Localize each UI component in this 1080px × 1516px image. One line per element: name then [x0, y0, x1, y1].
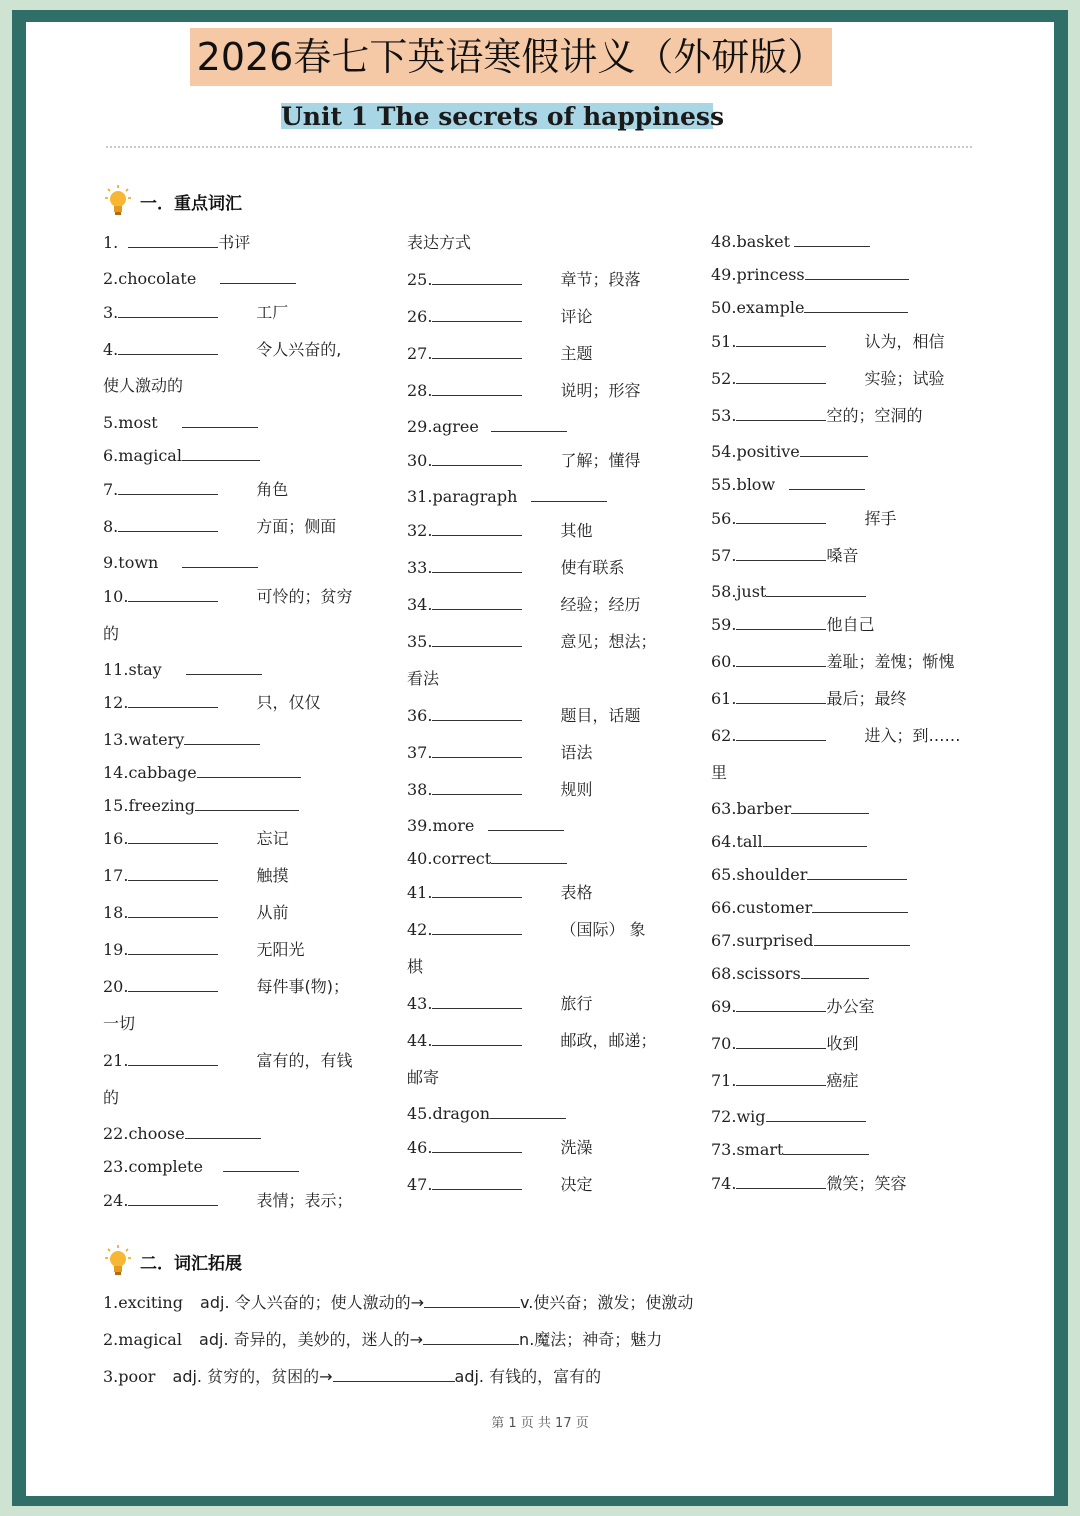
answer-blank[interactable] — [184, 730, 260, 745]
answer-blank[interactable] — [128, 233, 218, 248]
vocab-item-6: 6.magical — [103, 446, 260, 466]
vocab-item-59: 59. 他自己 — [711, 615, 875, 634]
vocab-item-9: 9.town — [103, 553, 258, 573]
expansion-item-3: 3.poor adj. 贫穷的，贫困的→ adj. 有钱的，富有的 — [103, 1367, 602, 1386]
answer-blank[interactable] — [432, 632, 522, 647]
vocab-item-4: 4. 令人兴奋的, — [103, 340, 342, 359]
vocab-item-33: 33. 使有联系 — [407, 558, 625, 577]
answer-blank[interactable] — [783, 1140, 869, 1155]
answer-blank[interactable] — [182, 446, 260, 461]
vocab-item-63: 63.barber — [711, 799, 869, 819]
vocab-item-15: 15.freezing — [103, 796, 299, 816]
vocab-item-44: 44. 邮政，邮递； — [407, 1031, 657, 1050]
answer-blank[interactable] — [736, 652, 826, 667]
answer-blank[interactable] — [736, 1071, 826, 1086]
answer-blank[interactable] — [182, 553, 258, 568]
answer-blank[interactable] — [432, 451, 522, 466]
answer-blank[interactable] — [812, 898, 908, 913]
vocab-item-47: 47. 决定 — [407, 1175, 593, 1194]
vocab-item-20: 20. 每件事(物)； — [103, 977, 349, 996]
answer-blank[interactable] — [432, 307, 522, 322]
answer-blank[interactable] — [432, 994, 522, 1009]
answer-blank[interactable] — [186, 660, 262, 675]
vocab-item-39: 39.more — [407, 816, 564, 836]
answer-blank[interactable] — [128, 866, 218, 881]
answer-blank[interactable] — [128, 977, 218, 992]
answer-blank[interactable] — [791, 799, 869, 814]
vocab-item-20-cont: 一切 — [103, 1014, 136, 1033]
answer-blank[interactable] — [128, 829, 218, 844]
vocab-item-67: 67.surprised — [711, 931, 910, 951]
vocab-item-12: 12. 只，仅仅 — [103, 693, 321, 712]
answer-blank[interactable] — [432, 270, 522, 285]
vocab-item-48: 48.basket — [711, 232, 870, 252]
vocab-item-41: 41. 表格 — [407, 883, 593, 902]
vocab-item-57: 57. 嗓音 — [711, 546, 859, 565]
vocab-item-18: 18. 从前 — [103, 903, 289, 922]
vocab-item-71: 71. 癌症 — [711, 1071, 859, 1090]
answer-blank[interactable] — [432, 381, 522, 396]
answer-blank[interactable] — [807, 865, 907, 880]
answer-blank[interactable] — [128, 1191, 218, 1206]
vocab-item-40: 40.correct — [407, 849, 567, 869]
vocab-item-26: 26. 评论 — [407, 307, 593, 326]
answer-blank[interactable] — [488, 816, 564, 831]
vocab-item-31: 31.paragraph — [407, 487, 607, 507]
vocab-item-49: 49.princess — [711, 265, 909, 285]
answer-blank[interactable] — [491, 417, 567, 432]
answer-blank[interactable] — [424, 1293, 520, 1308]
answer-blank[interactable] — [794, 232, 870, 247]
section-2-heading — [104, 1244, 242, 1278]
section-1-title: 一．重点词汇 — [140, 193, 242, 214]
answer-blank[interactable] — [805, 265, 909, 280]
answer-blank[interactable] — [736, 1034, 826, 1049]
vocab-item-11: 11.stay — [103, 660, 262, 680]
vocab-item-60: 60. 羞耻；羞愧；惭愧 — [711, 652, 955, 671]
answer-blank[interactable] — [128, 1051, 218, 1066]
answer-blank[interactable] — [432, 1138, 522, 1153]
vocab-item-35-cont: 看法 — [407, 669, 440, 688]
answer-blank[interactable] — [736, 997, 826, 1012]
answer-blank[interactable] — [736, 406, 826, 421]
vocab-item-50: 50.example — [711, 298, 908, 318]
vocab-item-56: 56. 挥手 — [711, 509, 897, 528]
vocab-item-24-cont: 表达方式 — [407, 233, 472, 252]
answer-blank[interactable] — [490, 1104, 566, 1119]
answer-blank[interactable] — [128, 903, 218, 918]
answer-blank[interactable] — [789, 475, 865, 490]
vocab-item-14: 14.cabbage — [103, 763, 301, 783]
vocab-item-62-cont: 里 — [711, 763, 728, 782]
vocab-item-51: 51. 认为，相信 — [711, 332, 945, 351]
vocab-item-55: 55.blow — [711, 475, 865, 495]
answer-blank[interactable] — [801, 964, 869, 979]
vocab-item-3: 3. 工厂 — [103, 303, 289, 322]
answer-blank[interactable] — [118, 303, 218, 318]
answer-blank[interactable] — [432, 706, 522, 721]
answer-blank[interactable] — [432, 1031, 522, 1046]
vocab-item-30: 30. 了解；懂得 — [407, 451, 641, 470]
answer-blank[interactable] — [432, 558, 522, 573]
answer-blank[interactable] — [531, 487, 607, 502]
vocab-item-45: 45.dragon — [407, 1104, 566, 1124]
vocab-item-25: 25. 章节；段落 — [407, 270, 641, 289]
answer-blank[interactable] — [736, 689, 826, 704]
vocab-item-74: 74. 微笑；笑容 — [711, 1174, 907, 1193]
vocab-item-8: 8. 方面；侧面 — [103, 517, 337, 536]
answer-blank[interactable] — [223, 1157, 299, 1172]
vocab-item-62: 62. 进入；到…… — [711, 726, 961, 745]
expansion-item-2: 2.magical adj. 奇异的，美妙的，迷人的→ n.魔法；神奇；魅力 — [103, 1330, 663, 1349]
answer-blank[interactable] — [432, 780, 522, 795]
answer-blank[interactable] — [736, 615, 826, 630]
vocab-item-66: 66.customer — [711, 898, 908, 918]
vocab-item-37: 37. 语法 — [407, 743, 593, 762]
vocab-item-72: 72.wig — [711, 1107, 866, 1127]
answer-blank[interactable] — [736, 509, 826, 524]
answer-blank[interactable] — [736, 369, 826, 384]
answer-blank[interactable] — [432, 743, 522, 758]
vocab-item-64: 64.tall — [711, 832, 867, 852]
vocab-item-16: 16. 忘记 — [103, 829, 289, 848]
answer-blank[interactable] — [197, 763, 301, 778]
answer-blank[interactable] — [182, 413, 258, 428]
vocab-item-5: 5.most — [103, 413, 258, 433]
vocab-item-42-cont: 棋 — [407, 957, 424, 976]
vocab-item-21: 21. 富有的，有钱 — [103, 1051, 353, 1070]
answer-blank[interactable] — [333, 1367, 455, 1382]
vocab-item-10-cont: 的 — [103, 624, 120, 643]
answer-blank[interactable] — [736, 726, 826, 741]
answer-blank[interactable] — [432, 521, 522, 536]
answer-blank[interactable] — [423, 1330, 519, 1345]
vocab-item-73: 73.smart — [711, 1140, 869, 1160]
answer-blank[interactable] — [432, 1175, 522, 1190]
vocab-item-70: 70. 收到 — [711, 1034, 859, 1053]
vocab-item-53: 53. 空的；空洞的 — [711, 406, 923, 425]
answer-blank[interactable] — [118, 340, 218, 355]
answer-blank[interactable] — [766, 1107, 866, 1122]
vocab-item-44-cont: 邮寄 — [407, 1068, 440, 1087]
vocab-item-23: 23.complete — [103, 1157, 299, 1177]
page-title: 2026春七下英语寒假讲义（外研版） — [190, 28, 832, 86]
vocab-item-1: 1. 书评 — [103, 233, 251, 252]
answer-blank[interactable] — [185, 1124, 261, 1139]
answer-blank[interactable] — [128, 693, 218, 708]
vocab-item-54: 54.positive — [711, 442, 868, 462]
answer-blank[interactable] — [432, 883, 522, 898]
vocab-item-68: 68.scissors — [711, 964, 869, 984]
vocab-item-13: 13.watery — [103, 730, 260, 750]
vocab-item-42: 42. （国际） 象 — [407, 920, 646, 939]
answer-blank[interactable] — [195, 796, 299, 811]
vocab-item-27: 27. 主题 — [407, 344, 593, 363]
vocab-item-35: 35. 意见；想法； — [407, 632, 657, 651]
answer-blank[interactable] — [432, 595, 522, 610]
vocab-item-34: 34. 经验；经历 — [407, 595, 641, 614]
lightbulb-icon — [104, 1244, 132, 1278]
vocab-item-36: 36. 题目，话题 — [407, 706, 641, 725]
answer-blank[interactable] — [763, 832, 867, 847]
vocab-item-52: 52. 实验；试验 — [711, 369, 945, 388]
answer-blank[interactable] — [432, 344, 522, 359]
vocab-item-28: 28. 说明；形容 — [407, 381, 641, 400]
expansion-item-1: 1.exciting adj. 令人兴奋的；使人激动的→ v.使兴奋；激发；使激动 — [103, 1293, 694, 1312]
section-2-title: 二．词汇拓展 — [140, 1253, 242, 1274]
vocab-item-29: 29.agree — [407, 417, 567, 437]
section-1-heading — [104, 184, 242, 218]
answer-blank[interactable] — [220, 269, 296, 284]
vocab-item-38: 38. 规则 — [407, 780, 593, 799]
vocab-item-32: 32. 其他 — [407, 521, 593, 540]
vocab-item-69: 69. 办公室 — [711, 997, 875, 1016]
answer-blank[interactable] — [432, 920, 522, 935]
answer-blank[interactable] — [128, 587, 218, 602]
vocab-item-10: 10. 可怜的；贫穷 — [103, 587, 353, 606]
answer-blank[interactable] — [766, 582, 866, 597]
vocab-item-19: 19. 无阳光 — [103, 940, 305, 959]
answer-blank[interactable] — [800, 442, 868, 457]
vocab-item-4-cont: 使人激动的 — [103, 376, 184, 395]
answer-blank[interactable] — [128, 940, 218, 955]
vocab-item-7: 7. 角色 — [103, 480, 289, 499]
vocab-item-22: 22.choose — [103, 1124, 261, 1144]
unit-subtitle: Unit 1 The secrets of happiness — [281, 102, 725, 131]
vocab-item-61: 61. 最后；最终 — [711, 689, 907, 708]
answer-blank[interactable] — [736, 1174, 826, 1189]
page-footer: 第 1 页 共 17 页 — [491, 1416, 589, 1431]
answer-blank[interactable] — [118, 480, 218, 495]
answer-blank[interactable] — [814, 931, 910, 946]
vocab-item-46: 46. 洗澡 — [407, 1138, 593, 1157]
answer-blank[interactable] — [736, 332, 826, 347]
vocab-item-24: 24. 表情；表示； — [103, 1191, 353, 1210]
vocab-item-2: 2.chocolate — [103, 269, 296, 289]
vocab-item-17: 17. 触摸 — [103, 866, 289, 885]
answer-blank[interactable] — [804, 298, 908, 313]
vocab-item-21-cont: 的 — [103, 1088, 120, 1107]
dotted-divider — [106, 146, 972, 148]
vocab-item-58: 58.just — [711, 582, 866, 602]
answer-blank[interactable] — [491, 849, 567, 864]
answer-blank[interactable] — [736, 546, 826, 561]
answer-blank[interactable] — [118, 517, 218, 532]
lightbulb-icon — [104, 184, 132, 218]
vocab-item-43: 43. 旅行 — [407, 994, 593, 1013]
vocab-item-65: 65.shoulder — [711, 865, 907, 885]
